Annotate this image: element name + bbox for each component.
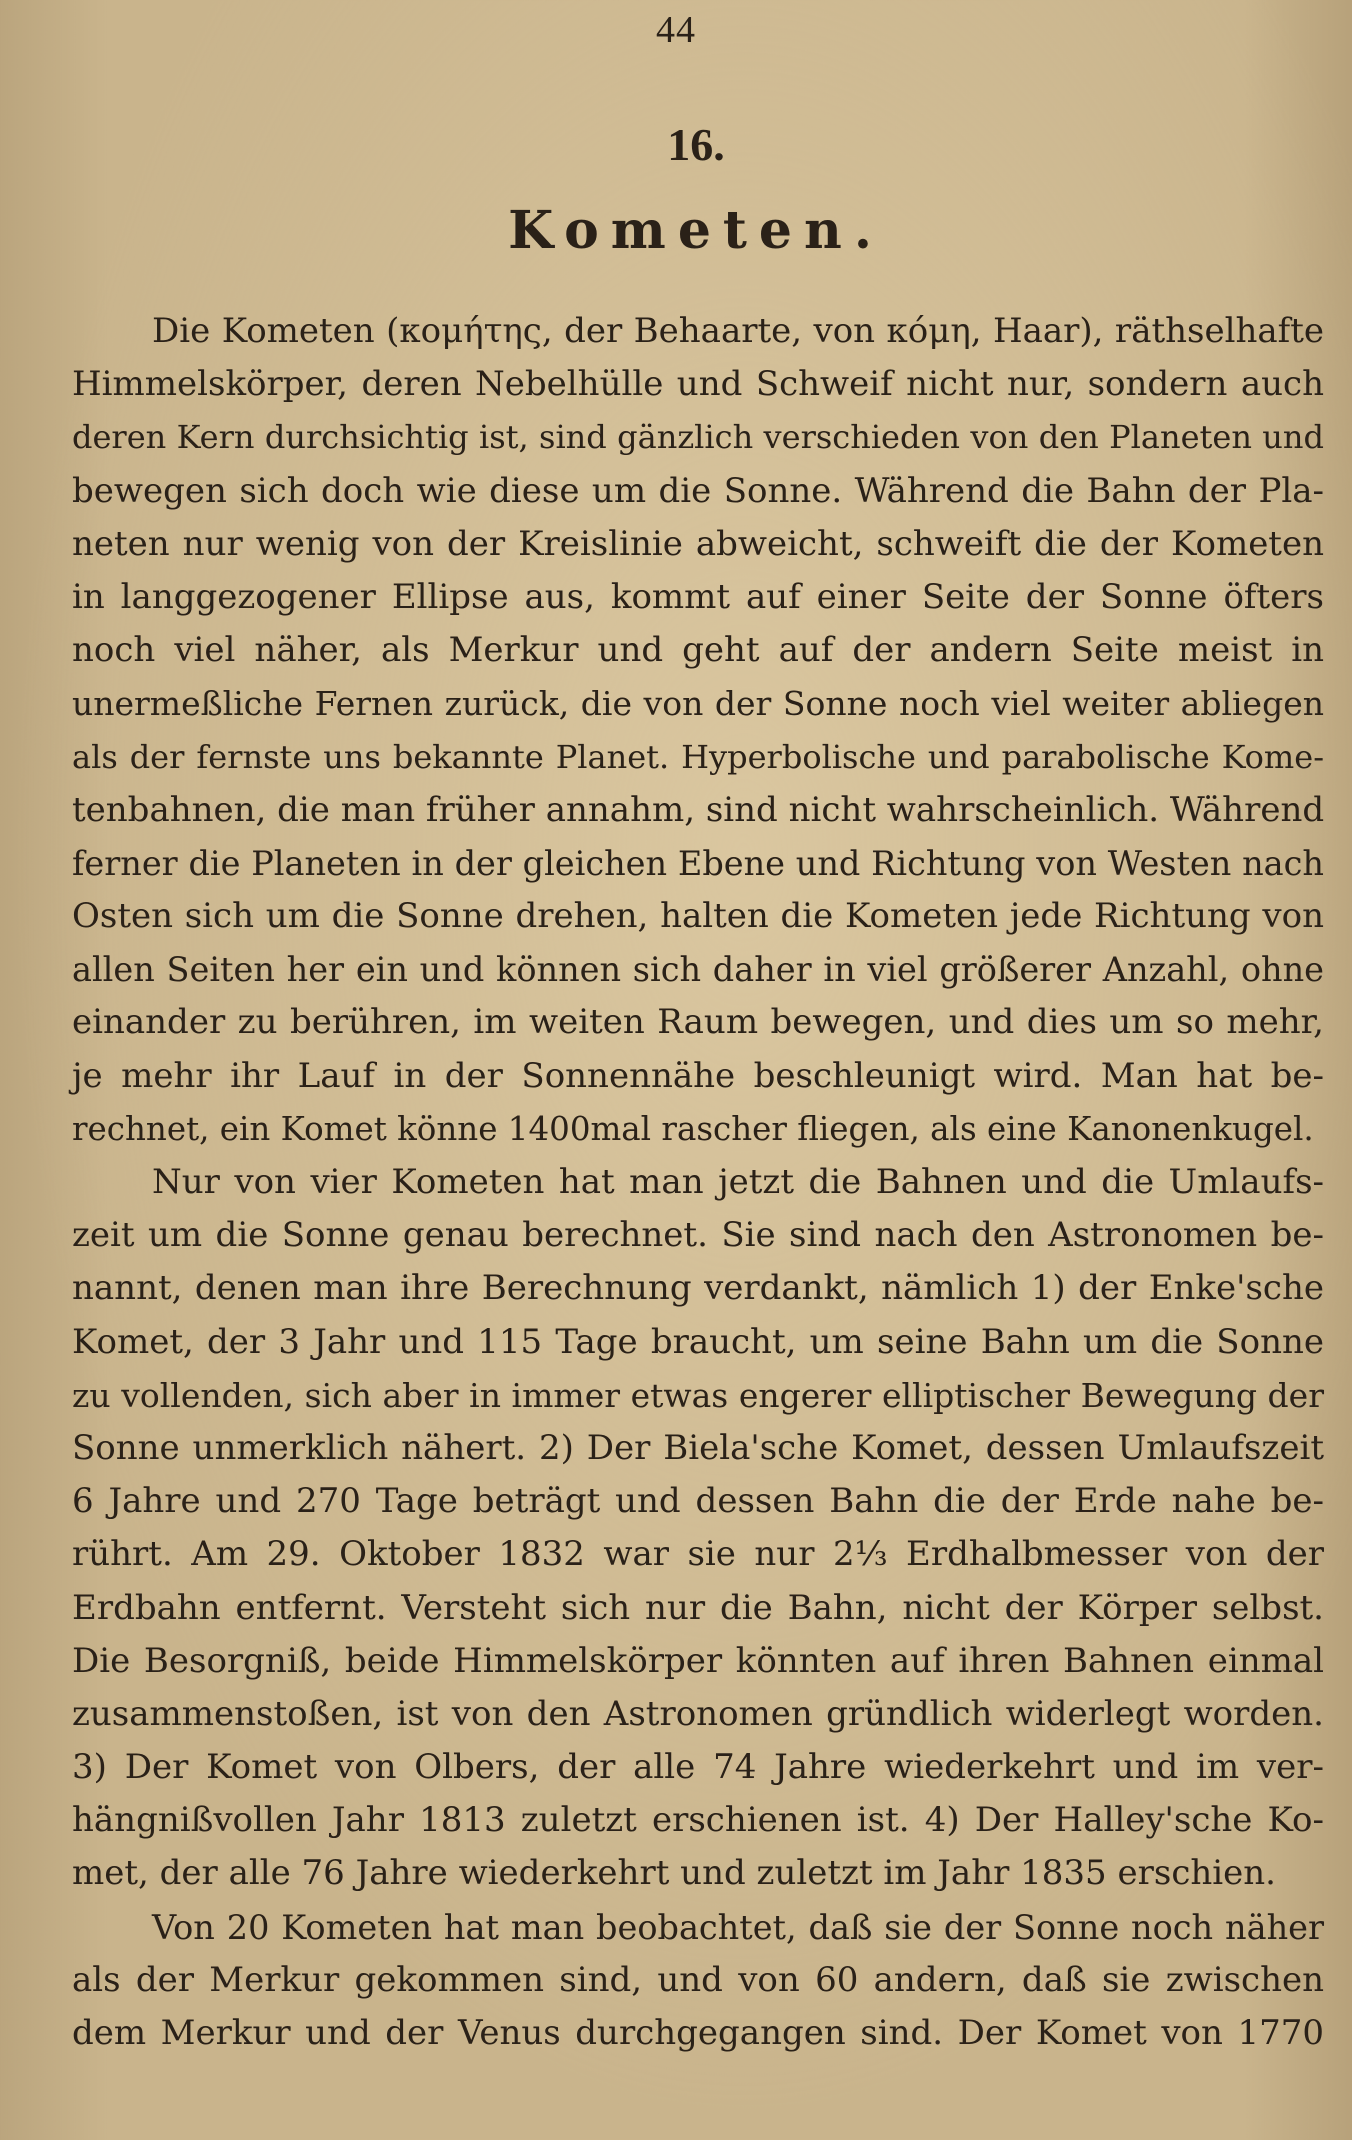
- text-line: 3) Der Komet von Olbers, der alle 74 Jahre wiederkehrt und im ver-: [72, 1747, 1324, 1788]
- text-line: bewegen sich doch wie diese um die Sonne. Während die Bahn der Pla-: [72, 470, 1324, 511]
- text-line: Die Besorgniß, beide Himmelskörper könnten auf ihren Bahnen einmal: [72, 1640, 1324, 1681]
- text-line: ferner die Planeten in der gleichen Ebene und Richtung von Westen nach: [72, 843, 1324, 883]
- text-line: Nur von vier Kometen hat man jetzt die Bahnen und die Umlaufs-: [152, 1162, 1324, 1202]
- text-line: Sonne unmerklich nähert. 2) Der Biela'sche Komet, dessen Umlaufszeit: [72, 1427, 1324, 1468]
- text-line: nannt, denen man ihre Berechnung verdankt, nämlich 1) der Enke'sche: [72, 1268, 1324, 1309]
- section-number: 16.: [667, 119, 725, 170]
- text-line: zusammenstoßen, ist von den Astronomen gründlich widerlegt worden.: [72, 1693, 1324, 1734]
- page-number: 44: [656, 9, 696, 51]
- text-line: allen Seiten her ein und können sich daher in viel größerer Anzahl, ohne: [72, 950, 1324, 990]
- text-line: Osten sich um die Sonne drehen, halten die Kometen jede Richtung von: [72, 896, 1324, 937]
- text-line: rechnet, ein Komet könne 1400mal rascher fliegen, als eine Kanonenkugel.: [72, 1109, 1314, 1148]
- text-line: tenbahnen, die man früher annahm, sind nicht wahrscheinlich. Während: [72, 789, 1325, 830]
- body-text: [72, 305, 1324, 2060]
- text-line: Erdbahn entfernt. Versteht sich nur die Bahn, nicht der Körper selbst.: [72, 1587, 1324, 1628]
- text-line: noch viel näher, als Merkur und geht auf der andern Seite meist in: [72, 630, 1324, 671]
- text-line: einander zu berühren, im weiten Raum bewegen, und dies um so mehr,: [72, 1002, 1324, 1043]
- text-line: als der Merkur gekommen sind, und von 60 andern, daß sie zwischen: [72, 1959, 1324, 2000]
- section-title: Kometen.: [508, 200, 884, 261]
- text-line: Die Kometen (κομήτης, der Behaarte, von κόμη, Haar), räthselhafte: [152, 311, 1324, 351]
- text-line: zu vollenden, sich aber in immer etwas engerer elliptischer Bewegung der: [72, 1375, 1324, 1415]
- text-line: 6 Jahre und 270 Tage beträgt und dessen Bahn die der Erde nahe be-: [72, 1481, 1324, 1522]
- text-line: met, der alle 76 Jahre wiederkehrt und zuletzt im Jahr 1835 erschien.: [72, 1853, 1276, 1894]
- text-line: in langgezogener Ellipse aus, kommt auf einer Seite der Sonne öfters: [72, 576, 1324, 617]
- text-line: rührt. Am 29. Oktober 1832 war sie nur 2⅓ Erdhalbmesser von der: [72, 1534, 1324, 1575]
- text-line: unermeßliche Fernen zurück, die von der Sonne noch viel weiter abliegen: [72, 684, 1324, 724]
- text-line: hängnißvollen Jahr 1813 zuletzt erschienen ist. 4) Der Halley'sche Ko-: [72, 1800, 1324, 1841]
- text-line: Himmelskörper, deren Nebelhülle und Schweif nicht nur, sondern auch: [72, 364, 1324, 405]
- text-line: je mehr ihr Lauf in der Sonnennähe beschleunigt wird. Man hat be-: [72, 1055, 1324, 1096]
- text-line: deren Kern durchsichtig ist, sind gänzlich verschieden von den Planeten und: [72, 418, 1324, 457]
- text-line: Komet, der 3 Jahr und 115 Tage braucht, um seine Bahn um die Sonne: [72, 1321, 1324, 1362]
- text-line: dem Merkur und der Venus durchgegangen sind. Der Komet von 1770: [72, 2013, 1324, 2053]
- text-line: neten nur wenig von der Kreislinie abweicht, schweift die der Kometen: [72, 523, 1324, 564]
- text-line: Von 20 Kometen hat man beobachtet, daß sie der Sonne noch näher: [152, 1907, 1324, 1947]
- text-line: zeit um die Sonne genau berechnet. Sie sind nach den Astronomen be-: [72, 1215, 1324, 1256]
- text-line: als der fernste uns bekannte Planet. Hyperbolische und parabolische Kome-: [72, 737, 1324, 776]
